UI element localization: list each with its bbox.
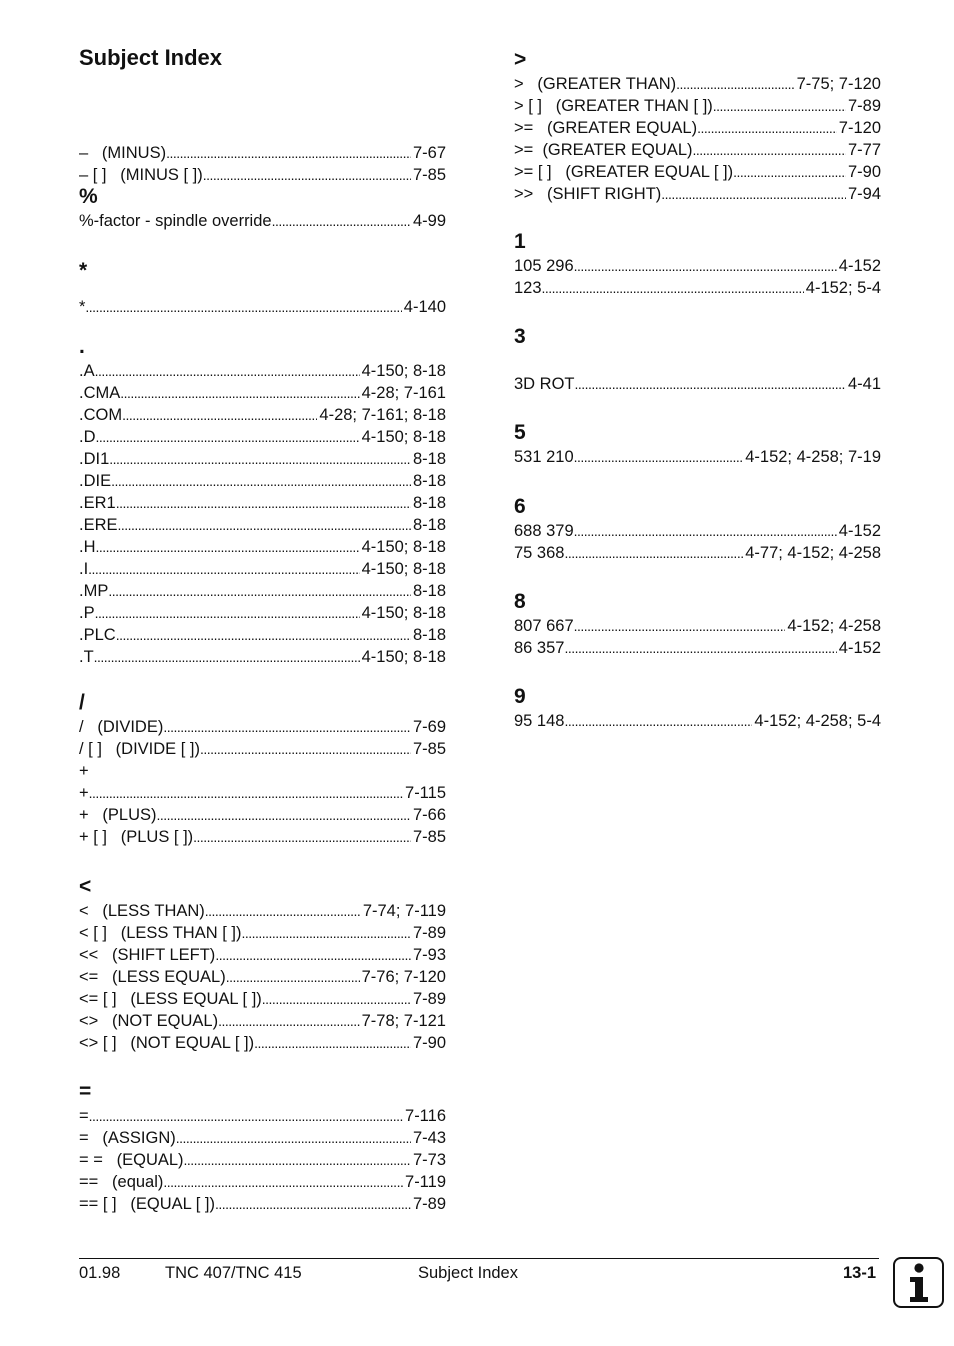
entry-term: .CMA <box>79 384 121 402</box>
entry-pages: 4-152 <box>838 257 881 275</box>
index-entry <box>79 296 446 318</box>
dot-leader <box>156 804 410 826</box>
index-entry <box>79 360 446 382</box>
entry-term: + (PLUS) <box>79 806 157 824</box>
entry-term: <= (LESS EQUAL) <box>79 968 226 986</box>
entry-term: + <box>79 762 89 780</box>
index-section <box>514 229 881 299</box>
index-entry <box>514 277 881 299</box>
entry-pages: 4-41 <box>847 375 881 393</box>
entry-pages: 7-85 <box>412 740 446 758</box>
index-entry <box>79 966 446 988</box>
index-entry <box>79 988 446 1010</box>
entry-term: == [ ] (EQUAL [ ]) <box>79 1195 216 1213</box>
index-entry <box>79 760 446 782</box>
entry-term: < (LESS THAN) <box>79 902 205 920</box>
entry-pages: 4-150; 8-18 <box>361 648 446 666</box>
dot-leader <box>574 615 786 637</box>
entry-term: .PLC <box>79 626 116 644</box>
index-entry <box>79 1171 446 1193</box>
dot-leader <box>713 95 846 117</box>
entry-term: 807 667 <box>514 617 574 635</box>
entry-pages: 8-18 <box>412 450 446 468</box>
entry-pages: 7-90 <box>847 163 881 181</box>
entry-term: .I <box>79 560 89 578</box>
dot-leader <box>116 492 411 514</box>
entry-term: / (DIVIDE) <box>79 718 164 736</box>
dot-leader <box>215 1193 411 1215</box>
index-entry <box>79 382 446 404</box>
dot-leader <box>254 1032 411 1054</box>
index-entry <box>79 944 446 966</box>
section-heading: 1 <box>514 230 526 253</box>
entry-pages: 7-75; 7-120 <box>796 75 881 93</box>
entry-term: .MP <box>79 582 109 600</box>
index-section <box>79 874 446 1054</box>
entry-term: + <box>79 784 89 802</box>
entry-term: < [ ] (LESS THAN [ ]) <box>79 924 242 942</box>
index-section <box>79 1079 446 1215</box>
entry-term: = = (EQUAL) <box>79 1151 184 1169</box>
entry-term: .T <box>79 648 94 666</box>
entry-pages: 4-150; 8-18 <box>361 560 446 578</box>
dot-leader <box>697 117 837 139</box>
section-heading: 6 <box>514 495 526 518</box>
index-entry <box>79 164 446 186</box>
dot-leader <box>163 1171 403 1193</box>
index-section <box>514 684 881 732</box>
section-heading: > <box>514 48 527 71</box>
index-entry <box>514 95 881 117</box>
index-entry <box>79 1127 446 1149</box>
index-section <box>79 690 446 848</box>
entry-term: 688 379 <box>514 522 574 540</box>
dot-leader <box>215 944 411 966</box>
entry-pages: 4-152; 5-4 <box>805 279 881 297</box>
index-entry <box>79 1010 446 1032</box>
index-entry <box>79 602 446 624</box>
entry-pages: 4-28; 7-161; 8-18 <box>319 406 446 424</box>
section-heading: * <box>79 259 88 282</box>
dot-leader <box>95 602 360 624</box>
index-entry <box>79 580 446 602</box>
entry-term: 3D ROT <box>514 375 575 393</box>
info-icon <box>893 1257 944 1308</box>
index-entry <box>79 1105 446 1127</box>
footer-product: TNC 407/TNC 415 <box>165 1264 302 1282</box>
dot-leader <box>542 277 804 299</box>
entry-pages: 7-94 <box>847 185 881 203</box>
entry-pages: 7-90 <box>412 1034 446 1052</box>
dot-leader <box>564 637 836 659</box>
entry-term: .H <box>79 538 96 556</box>
dot-leader <box>108 580 411 602</box>
index-entry <box>79 492 446 514</box>
entry-pages: 4-150; 8-18 <box>361 604 446 622</box>
entry-term: > [ ] (GREATER THAN [ ]) <box>514 97 713 115</box>
dot-leader <box>574 255 837 277</box>
index-entry <box>79 210 446 232</box>
index-entry <box>514 542 881 564</box>
dot-leader <box>218 1010 360 1032</box>
index-section <box>514 324 881 395</box>
dot-leader <box>676 73 794 95</box>
entry-pages: 4-152 <box>838 639 881 657</box>
entry-term: > (GREATER THAN) <box>514 75 677 93</box>
dot-leader <box>122 404 317 426</box>
dot-leader <box>120 382 359 404</box>
section-heading: 5 <box>514 421 526 444</box>
index-section <box>514 589 881 659</box>
entry-term: .DIE <box>79 472 112 490</box>
index-entry <box>79 782 446 804</box>
entry-pages: 8-18 <box>412 516 446 534</box>
dot-leader <box>89 1105 403 1127</box>
entry-term: = (ASSIGN) <box>79 1129 176 1147</box>
dot-leader <box>118 514 411 536</box>
entry-term: >= (GREATER EQUAL) <box>514 141 693 159</box>
entry-pages: 4-77; 4-152; 4-258 <box>745 544 881 562</box>
entry-term: 86 357 <box>514 639 565 657</box>
entry-pages: 7-77 <box>847 141 881 159</box>
index-entry <box>514 373 881 395</box>
entry-term: >= [ ] (GREATER EQUAL [ ]) <box>514 163 734 181</box>
section-heading: < <box>79 875 92 898</box>
entry-term: .P <box>79 604 95 622</box>
entry-pages: 7-116 <box>405 1107 446 1125</box>
entry-term: / [ ] (DIVIDE [ ]) <box>79 740 201 758</box>
index-section <box>79 334 446 668</box>
index-entry <box>514 637 881 659</box>
entry-term: * <box>79 298 86 316</box>
index-section <box>514 420 881 468</box>
index-entry <box>79 426 446 448</box>
entry-pages: 7-115 <box>405 784 446 802</box>
entry-pages: 4-152; 4-258; 7-19 <box>745 448 881 466</box>
dot-leader <box>116 624 411 646</box>
entry-pages: 7-73 <box>412 1151 446 1169</box>
entry-pages: 4-150; 8-18 <box>361 428 446 446</box>
entry-pages: 7-120 <box>838 119 881 137</box>
entry-term: .A <box>79 362 95 380</box>
entry-term: <> [ ] (NOT EQUAL [ ]) <box>79 1034 255 1052</box>
entry-term: = <box>79 1107 89 1125</box>
dot-leader <box>94 646 360 668</box>
index-section <box>79 258 446 318</box>
dot-leader <box>96 536 360 558</box>
entry-term: .ERE <box>79 516 118 534</box>
section-heading: 9 <box>514 685 526 708</box>
entry-pages: 8-18 <box>412 494 446 512</box>
entry-term: <= [ ] (LESS EQUAL [ ]) <box>79 990 262 1008</box>
index-entry <box>514 73 881 95</box>
section-heading: 3 <box>514 325 526 348</box>
entry-pages: 4-152 <box>838 522 881 540</box>
section-heading: 8 <box>514 590 526 613</box>
entry-pages: 4-28; 7-161 <box>361 384 446 402</box>
dot-leader <box>96 426 360 448</box>
entry-pages: 4-140 <box>403 298 446 316</box>
entry-pages: 4-150; 8-18 <box>361 362 446 380</box>
entry-term: + [ ] (PLUS [ ]) <box>79 828 194 846</box>
section-heading: = <box>79 1080 92 1103</box>
dot-leader <box>226 966 360 988</box>
index-entry <box>79 404 446 426</box>
dot-leader <box>205 900 361 922</box>
entry-pages: 8-18 <box>412 626 446 644</box>
index-section <box>514 494 881 564</box>
dot-leader <box>241 922 411 944</box>
entry-term: – [ ] (MINUS [ ]) <box>79 166 203 184</box>
index-entry <box>514 255 881 277</box>
entry-pages: 7-93 <box>412 946 446 964</box>
entry-term: 123 <box>514 279 542 297</box>
dot-leader <box>693 139 846 161</box>
dot-leader <box>85 296 401 318</box>
entry-pages: 7-74; 7-119 <box>362 902 446 920</box>
entry-term: .COM <box>79 406 123 424</box>
entry-pages: 7-119 <box>405 1173 446 1191</box>
index-entry <box>79 514 446 536</box>
index-entry <box>514 161 881 183</box>
entry-pages: 4-150; 8-18 <box>361 538 446 556</box>
entry-pages: 7-69 <box>412 718 446 736</box>
dot-leader <box>574 446 744 468</box>
dot-leader <box>109 448 411 470</box>
index-entry <box>514 117 881 139</box>
dot-leader <box>111 470 411 492</box>
index-entry <box>79 536 446 558</box>
index-entry <box>79 1193 446 1215</box>
index-entry <box>79 900 446 922</box>
entry-pages: 7-67 <box>412 144 446 162</box>
dot-leader <box>89 782 403 804</box>
entry-pages: 4-99 <box>412 212 446 230</box>
section-heading: . <box>79 335 85 358</box>
entry-pages: 7-85 <box>412 166 446 184</box>
entry-term: << (SHIFT LEFT) <box>79 946 216 964</box>
index-entry <box>514 446 881 468</box>
footer-section: Subject Index <box>418 1264 518 1282</box>
entry-pages: 8-18 <box>412 582 446 600</box>
entry-pages: 7-85 <box>412 828 446 846</box>
dot-leader <box>166 142 411 164</box>
entry-pages: 7-89 <box>412 1195 446 1213</box>
dot-leader <box>176 1127 411 1149</box>
footer-date: 01.98 <box>79 1264 121 1282</box>
entry-term: %-factor - spindle override <box>79 212 272 230</box>
index-entry <box>514 615 881 637</box>
index-entry <box>79 738 446 760</box>
index-entry <box>514 710 881 732</box>
dot-leader <box>564 542 743 564</box>
entry-pages: 7-89 <box>412 990 446 1008</box>
entry-term: .DI1 <box>79 450 110 468</box>
entry-term: <> (NOT EQUAL) <box>79 1012 219 1030</box>
entry-term: 531 210 <box>514 448 574 466</box>
index-entry <box>79 826 446 848</box>
entry-pages: 4-152; 4-258; 5-4 <box>754 712 881 730</box>
entry-term: .D <box>79 428 96 446</box>
entry-pages: 7-78; 7-121 <box>361 1012 446 1030</box>
page-title: Subject Index <box>79 45 223 70</box>
entry-pages: 7-89 <box>847 97 881 115</box>
index-entry <box>79 142 446 164</box>
index-section <box>79 184 446 232</box>
entry-term: == (equal) <box>79 1173 164 1191</box>
entry-pages: 7-89 <box>412 924 446 942</box>
index-entry <box>79 1032 446 1054</box>
index-entry <box>79 646 446 668</box>
index-section <box>514 47 881 205</box>
footer-divider <box>79 1258 879 1259</box>
entry-term: >> (SHIFT RIGHT) <box>514 185 662 203</box>
dot-leader <box>661 183 846 205</box>
entry-pages: 4-152; 4-258 <box>787 617 881 635</box>
dot-leader <box>95 360 360 382</box>
entry-pages: 7-43 <box>412 1129 446 1147</box>
index-entry <box>79 558 446 580</box>
index-entry <box>79 804 446 826</box>
dot-leader <box>262 988 411 1010</box>
entry-term: 75 368 <box>514 544 565 562</box>
entry-term: – (MINUS) <box>79 144 167 162</box>
dot-leader <box>574 520 837 542</box>
dot-leader <box>733 161 846 183</box>
entry-term: 95 148 <box>514 712 565 730</box>
dot-leader <box>184 1149 411 1171</box>
index-entry <box>514 139 881 161</box>
dot-leader <box>163 716 411 738</box>
index-entry <box>79 470 446 492</box>
footer-page-number: 13-1 <box>843 1264 877 1282</box>
index-entry <box>79 922 446 944</box>
entry-term: .ER1 <box>79 494 116 512</box>
entry-pages: 7-66 <box>412 806 446 824</box>
entry-pages: 8-18 <box>412 472 446 490</box>
index-entry <box>79 716 446 738</box>
dot-leader <box>203 164 411 186</box>
index-entry <box>79 448 446 470</box>
dot-leader <box>575 373 846 395</box>
dot-leader <box>193 826 411 848</box>
dot-leader <box>88 558 359 580</box>
section-heading: % <box>79 185 98 208</box>
index-entry <box>79 1149 446 1171</box>
entry-term: 105 296 <box>514 257 574 275</box>
index-entry <box>514 183 881 205</box>
entry-term: >= (GREATER EQUAL) <box>514 119 698 137</box>
dot-leader <box>272 210 411 232</box>
dot-leader <box>564 710 752 732</box>
index-entry <box>79 624 446 646</box>
index-entry <box>514 520 881 542</box>
section-heading: / <box>79 691 85 714</box>
dot-leader <box>200 738 411 760</box>
section-heading <box>79 116 446 142</box>
index-section <box>79 116 446 186</box>
entry-pages: 7-76; 7-120 <box>361 968 446 986</box>
